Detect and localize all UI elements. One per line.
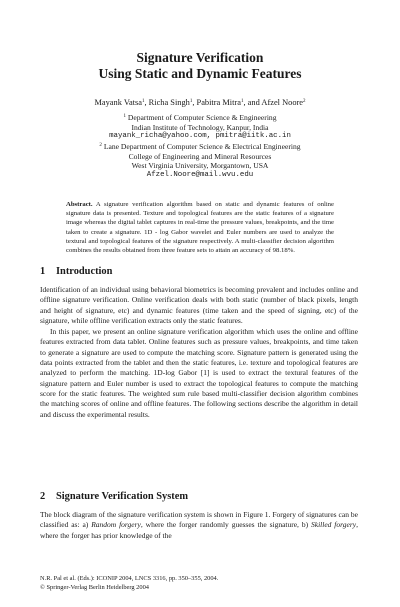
paragraph-text: , where the forger randomly guesses the signature, b) — [140, 520, 311, 530]
author-separator: , — [192, 98, 197, 107]
author-affiliation-mark: 1 — [141, 99, 145, 104]
author-name: Afzel Noore — [261, 98, 304, 107]
section-1-heading — [40, 266, 112, 278]
author-separator: , — [144, 98, 149, 107]
term-skilled-forgery: Skilled forgery — [311, 520, 357, 530]
affiliation-text: Department of Computer Science & Engineering — [127, 113, 277, 122]
abstract-text: A signature verification algorithm based on static and dynamic features of online signature data is presented. Texture and topological features are the static features of a signature image whereas the digital tablet captures in real-time the pressure values, breakpoints, and the time taken to create a signature. 1D - log Gabor wavelet and Euler numbers are used to analyze the textural and topological features of the signature respectively. A multi-classifier decision algorithm combines the results obtained from three feature sets to attain an accuracy of 98.18%. — [66, 201, 334, 255]
author-list — [0, 97, 400, 108]
section-1-paragraph-2: In this paper, we present an online signature verification algorithm which uses the online and offline features extracted from data tablet. Online features such as pressure values, breakpoints, and time taken to generate a signature are used to compute the matching score. Signature pattern is generated using the data points extracted from the tablet and then the static features, i.e. texture and topological features are analyzed to perform the matching. 1D-log Gabor [1] is used to extract the textural features of the signature pattern and Euler number is used to extract the topological features to compute the matching score for the static features. The weighted sum rule based multi-classifier decision algorithm combines the matching scores of online and offline features. The following sections describe the algorithm in detail and discuss the experimental results. — [40, 327, 358, 419]
affiliation-1-line-2: Indian Institute of Technology, Kanpur, India — [131, 122, 269, 132]
section-1-paragraph-1: Identification of an individual using behavioral biometrics is becoming prevalent and includes online and offline signature verification. Online verification deals with both static (number of black pixels, length and height of signature, etc) and dynamic features (time taken and the speed of signing, etc) of the signature, while offline verification extracts only the static features. — [40, 285, 358, 326]
affiliation-2-email: Afzel.Noore@mail.wvu.edu — [146, 171, 254, 179]
author-name: Richa Singh — [148, 98, 190, 107]
affiliation-1-line-1 — [0, 113, 400, 123]
abstract — [66, 200, 334, 255]
paragraph-text: The block diagram of the signature verification system is shown in Figure 1. Forgery of signatures can be classified as: a) — [40, 510, 358, 530]
author-separator: , and — [243, 98, 262, 107]
author-name: Mayank Vatsa — [94, 98, 142, 107]
section-title: Signature Verification System — [56, 491, 188, 502]
paper-title-line-2: Using Static and Dynamic Features — [98, 66, 302, 81]
author-affiliation-mark: 2 — [303, 99, 306, 104]
affiliation-text: Lane Department of Computer Science & Electrical Engineering — [103, 142, 301, 151]
section-title: Introduction — [56, 266, 113, 277]
section-2-paragraph-1 — [40, 510, 358, 541]
affiliation-2-line-3: West Virginia University, Morgantown, USA — [131, 161, 269, 171]
affiliation-mark: 1 — [123, 114, 126, 119]
paragraph-text: , where the forger has prior knowledge of the — [40, 520, 358, 540]
affiliation-2-line-2: College of Engineering and Mineral Resources — [128, 151, 272, 161]
author-name: Pabitra Mitra — [196, 98, 241, 107]
affiliation-1-email: mayank_richa@yahoo.com, pmitra@iitk.ac.in — [109, 132, 291, 141]
section-2-heading — [40, 491, 188, 503]
affiliation-mark: 2 — [99, 143, 102, 148]
author-affiliation-mark: 1 — [240, 99, 244, 104]
section-number: 2 — [40, 491, 46, 502]
footer-citation: N.R. Pal et al. (Eds.): ICONIP 2004, LNCS 3316, pp. 350–355, 2004. — [40, 575, 219, 582]
affiliation-2-line-1 — [0, 142, 400, 152]
author-affiliation-mark: 1 — [189, 99, 193, 104]
paper-title-line-1: Signature Verification — [136, 50, 264, 65]
section-number: 1 — [40, 266, 46, 277]
footer-copyright: © Springer-Verlag Berlin Heidelberg 2004 — [40, 583, 149, 591]
abstract-label: Abstract. — [66, 201, 93, 208]
term-random-forgery: Random forgery — [91, 520, 141, 530]
